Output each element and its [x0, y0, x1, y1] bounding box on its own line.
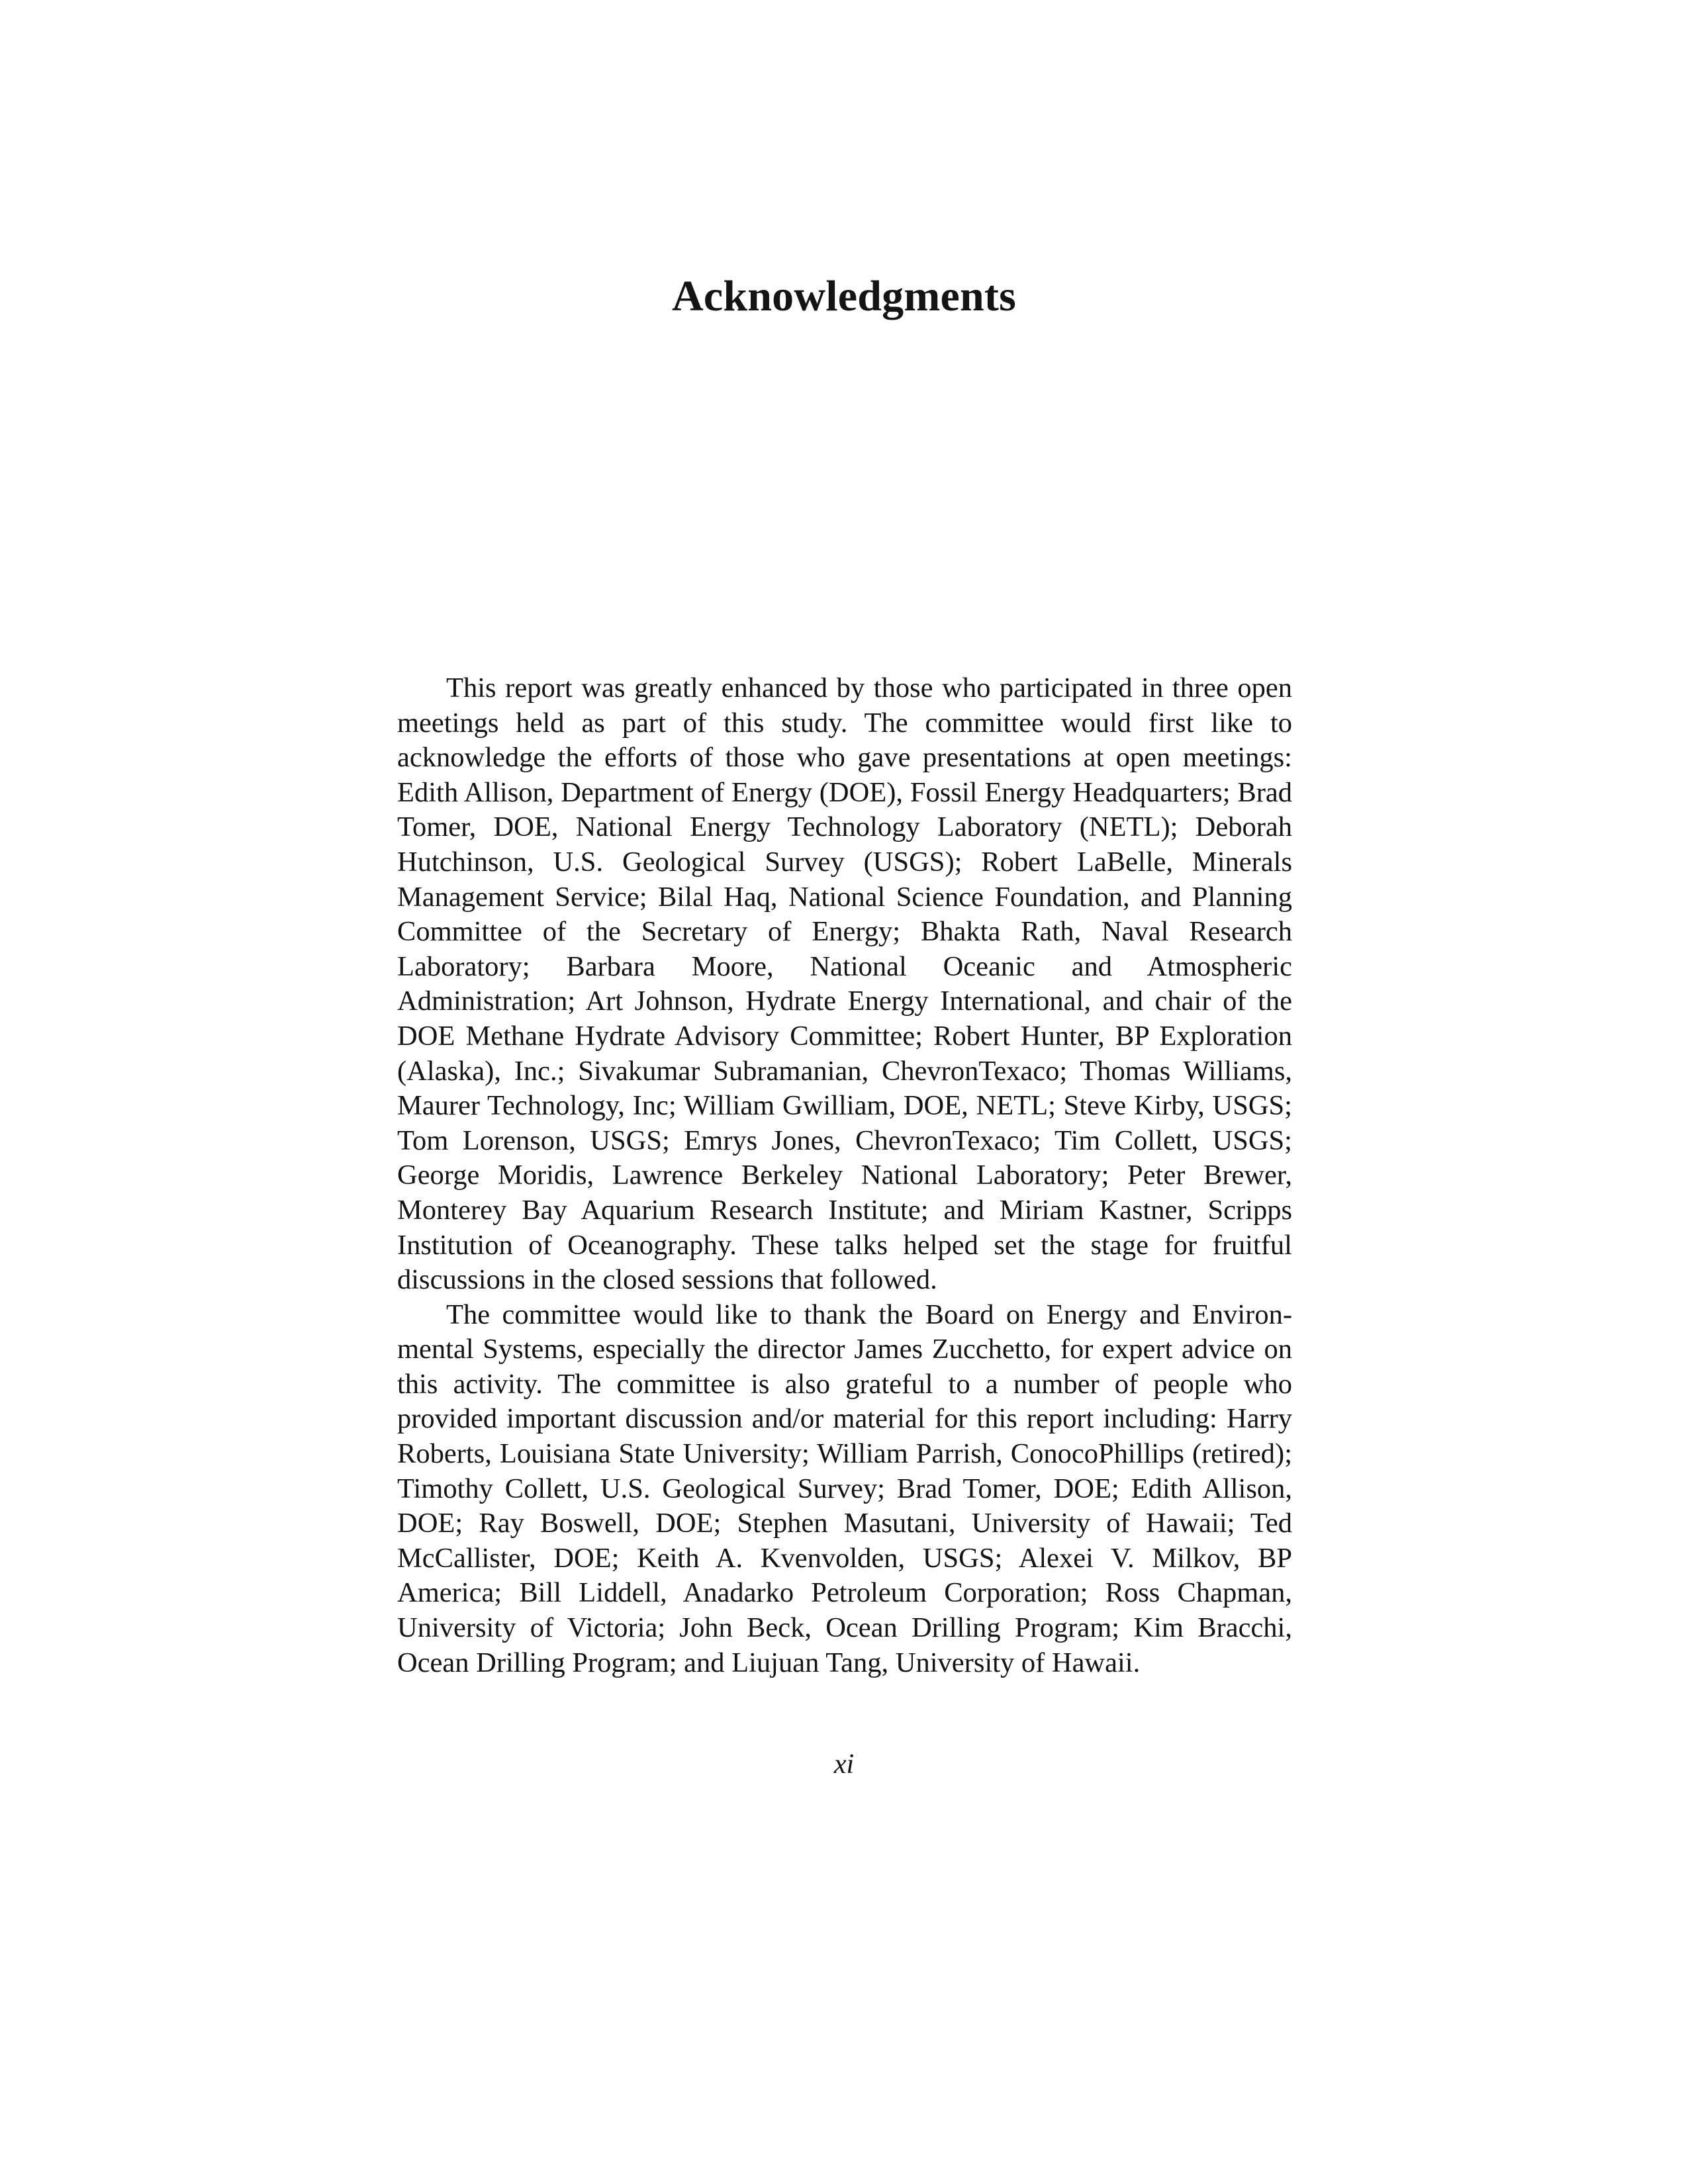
- body-text: [397, 671, 1292, 1680]
- paragraph: This report was greatly enhanced by those who participated in three open meetings held as part of this study. The committee would first like to acknowledge the efforts of those who gave presentations at open meetings: Edith Allison, Department of Energy (DOE), Fossil Energy Headquarters; Brad Tomer, DOE, National Energy Technology Laboratory (NETL); Deborah Hutchinson, U.S. Geological Survey (USGS); Robert LaBelle, Minerals Management Service; Bilal Haq, National Science Foundation, and Planning Committee of the Secretary of Energy; Bhakta Rath, Naval Research Laboratory; Barbara Moore, National Oceanic and Atmospheric Administration; Art Johnson, Hydrate Energy International, and chair of the DOE Methane Hydrate Advisory Committee; Robert Hunter, BP Exploration (Alaska), Inc.; Sivakumar Subramanian, ChevronTexaco; Thomas Williams, Maurer Technology, Inc; William Gwilliam, DOE, NETL; Steve Kirby, USGS; Tom Lorenson, USGS; Emrys Jones, ChevronTexaco; Tim Collett, USGS; George Moridis, Lawrence Berkeley National Laboratory; Peter Brewer, Monterey Bay Aquarium Research Institute; and Miriam Kastner, Scripps Institution of Oceanography. These talks helped set the stage for fruitful discussions in the closed sessions that followed.: [397, 672, 1292, 1296]
- page-title: Acknowledgments: [671, 272, 1016, 320]
- page-number: xi: [833, 1749, 855, 1780]
- paragraph: The committee would like to thank the Board on Energy and Environmental Systems, especially the director James Zucchetto, for expert advice on this activity. The committee is also grateful to a number of people who provided important discussion and/or material for this report including: Harry Roberts, Louisiana State University; William Parrish, ConocoPhillips (retired); Timothy Collett, U.S. Geological Survey; Brad Tomer, DOE; Edith Allison, DOE; Ray Boswell, DOE; Stephen Masutani, University of Hawaii; Ted McCallister, DOE; Keith A. Kvenvolden, USGS; Alexei V. Milkov, BP America; Bill Liddell, Anadarko Petroleum Corporation; Ross Chapman, University of Victoria; John Beck, Ocean Drilling Program; Kim Bracchi, Ocean Drilling Program; and Liujuan Tang, University of Hawaii.: [397, 1298, 1292, 1678]
